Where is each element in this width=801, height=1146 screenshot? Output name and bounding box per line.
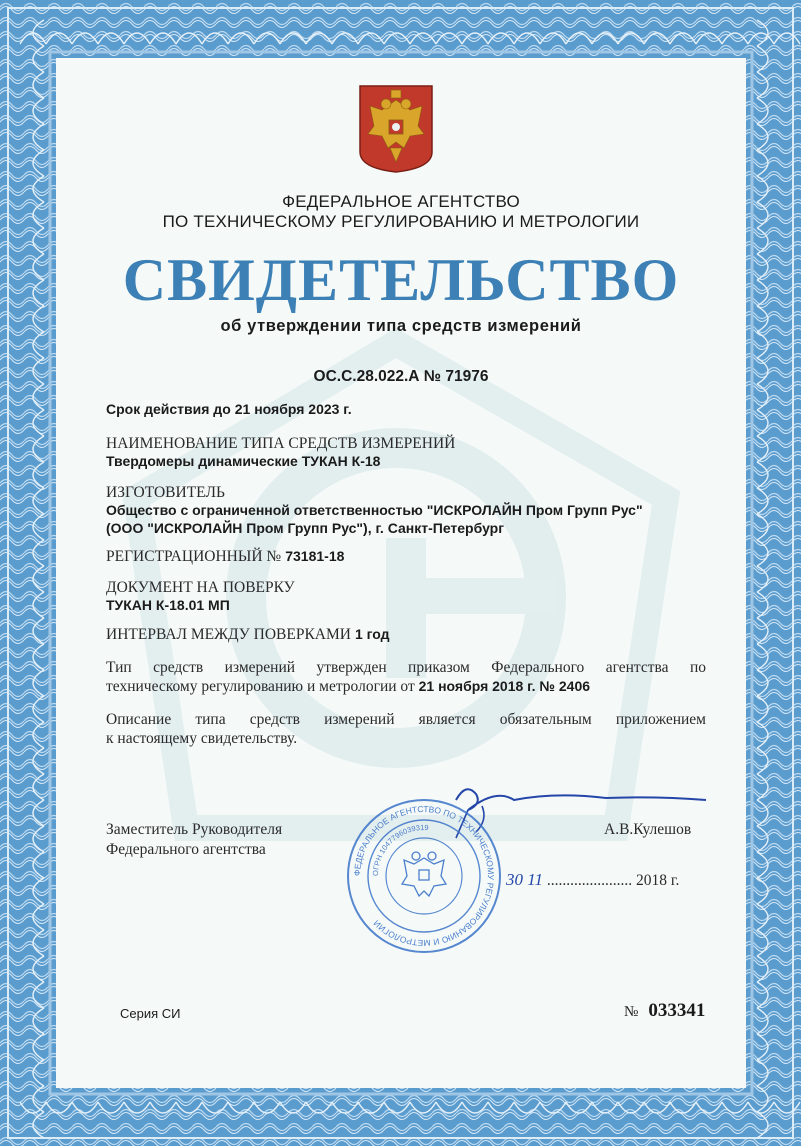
document-subtitle: об утверждении типа средств измерений <box>220 317 582 335</box>
agency-name <box>56 192 746 232</box>
registration-value: 73181-18 <box>285 548 345 564</box>
verification-doc-label: ДОКУМЕНТ НА ПОВЕРКУ <box>106 579 295 596</box>
signatory-name: А.В.Кулешов <box>604 821 692 838</box>
russian-coat-of-arms-icon <box>356 82 436 174</box>
description-line-1: Описание типа средств измерений является обязательным приложением <box>106 711 706 728</box>
registration-label: РЕГИСТРАЦИОННЫЙ № <box>106 548 282 565</box>
order-date: 21 ноября 2018 г. <box>418 678 536 694</box>
interval-value: 1 год <box>354 626 390 642</box>
interval-label: ИНТЕРВАЛ МЕЖДУ ПОВЕРКАМИ <box>106 626 351 643</box>
certificate-number: ОС.С.28.022.А № 71976 <box>313 368 489 385</box>
signatory-position-line-1: Заместитель Руководителя <box>106 821 283 838</box>
signatory-position-line-2: Федерального агентства <box>106 841 266 858</box>
type-name-label: НАИМЕНОВАНИЕ ТИПА СРЕДСТВ ИЗМЕРЕНИЙ <box>106 435 456 452</box>
order-number: № 2406 <box>539 678 591 694</box>
validity-row <box>106 401 352 419</box>
order-line-1: Тип средств измерений утвержден приказом Федерального агентства по <box>106 659 706 676</box>
certificate-blank-number <box>624 1000 705 1022</box>
double-headed-eagle-icon <box>402 852 446 896</box>
manufacturer-line-2: (ООО "ИСКРОЛАЙН Пром Групп Рус"), г. Санкт-Петербург <box>106 520 505 536</box>
order-line-2 <box>106 677 706 696</box>
interval-row <box>106 626 390 644</box>
verification-doc-value: ТУКАН К-18.01 МП <box>106 597 230 613</box>
order-line-2-text: техническому регулированию и метрологии от <box>106 678 415 695</box>
validity-date: 21 ноября 2023 г. <box>234 401 352 417</box>
validity-label: Срок действия до <box>106 401 231 417</box>
signatory-position <box>106 820 282 860</box>
manufacturer-line-1: Общество с ограниченной ответственностью "ИСКРОЛАЙН Пром Групп Рус" <box>106 502 643 518</box>
document-title: СВИДЕТЕЛЬСТВО <box>122 247 680 313</box>
stamp-inner-text: ОГРН 1047796039319 <box>370 822 429 877</box>
official-stamp <box>344 796 504 956</box>
series-label: Серия СИ <box>120 1006 181 1021</box>
manufacturer-label: ИЗГОТОВИТЕЛЬ <box>106 484 225 501</box>
stamp-ring-text: ФЕДЕРАЛЬНОЕ АГЕНТСТВО ПО ТЕХНИЧЕСКОМУ РЕГУЛИРОВАНИЮ И МЕТРОЛОГИИ <box>351 803 497 949</box>
date-handwritten: 30 11 <box>506 870 543 889</box>
date-year: 2018 г. <box>636 872 680 889</box>
number-symbol: № <box>624 1004 639 1020</box>
description-paragraph <box>106 710 706 748</box>
agency-line-1: ФЕДЕРАЛЬНОЕ АГЕНТСТВО <box>282 192 520 211</box>
blank-number: 033341 <box>648 1000 706 1021</box>
signature-date <box>506 870 679 891</box>
description-line-2: к настоящему свидетельству. <box>106 730 298 747</box>
type-name-value: Твердомеры динамические ТУКАН К-18 <box>106 453 381 469</box>
date-dotted-line: ...................... <box>546 872 633 889</box>
order-paragraph <box>106 658 706 696</box>
agency-line-2: ПО ТЕХНИЧЕСКОМУ РЕГУЛИРОВАНИЮ И МЕТРОЛОГИИ <box>162 212 640 231</box>
registration-row <box>106 548 344 566</box>
certificate-body <box>56 58 746 1088</box>
